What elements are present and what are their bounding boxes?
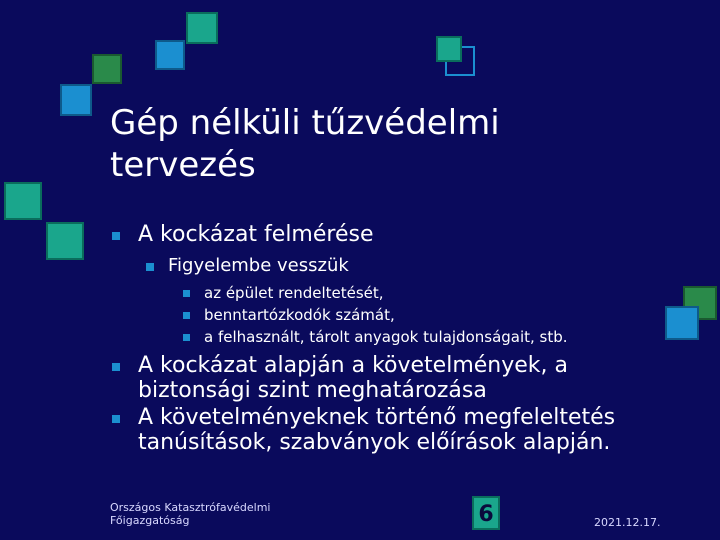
slide-title: Gép nélküli tűzvédelmi tervezés (110, 103, 500, 185)
bullet-text: Figyelembe vesszük (168, 255, 349, 276)
decor-square (665, 306, 699, 340)
decor-square (60, 84, 92, 116)
bullet-item (110, 283, 630, 303)
footer-organization (110, 501, 270, 527)
decor-square (4, 182, 42, 220)
decor-square (436, 36, 462, 62)
bullet-item (110, 405, 630, 455)
bullet-item (110, 327, 630, 347)
bullet-square-icon (183, 334, 190, 341)
bullet-square-icon (146, 263, 154, 271)
bullet-text: A követelményeknek történő megfeleltetés tanúsítások, szabványok előírások alapján. (138, 405, 616, 455)
bullet-item (110, 255, 630, 277)
footer-org-line2: Főigazgatóság (110, 514, 190, 527)
bullet-item (110, 222, 630, 247)
bullet-item (110, 353, 630, 403)
bullet-square-icon (183, 290, 190, 297)
decor-square (155, 40, 185, 70)
bullet-text: A kockázat felmérése (138, 222, 374, 247)
bullet-text: a felhasznált, tárolt anyagok tulajdonságait, stb. (204, 328, 568, 346)
bullet-text: az épület rendeltetését, (204, 284, 384, 302)
bullet-text: benntartózkodók számát, (204, 306, 395, 324)
bullet-square-icon (112, 363, 120, 371)
bullet-square-icon (112, 232, 120, 240)
decor-square (46, 222, 84, 260)
bullet-list (110, 222, 630, 463)
decor-square (92, 54, 122, 84)
footer-date: 2021.12.17. (594, 516, 661, 529)
bullet-square-icon (183, 312, 190, 319)
decor-square (186, 12, 218, 44)
bullet-item (110, 305, 630, 325)
bullet-text: A kockázat alapján a követelmények, a biztonsági szint meghatározása (138, 353, 568, 403)
page-number: 6 (472, 496, 500, 530)
footer-org-line1: Országos Katasztrófavédelmi (110, 501, 271, 514)
bullet-square-icon (112, 415, 120, 423)
